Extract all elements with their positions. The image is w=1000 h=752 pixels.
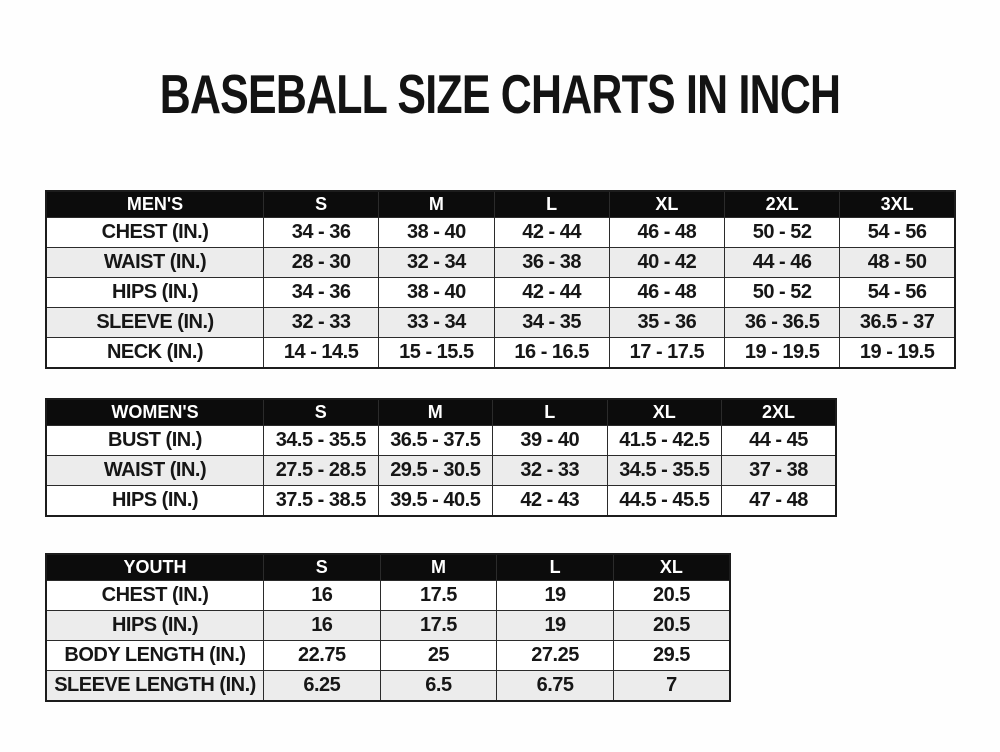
measurement-label: WAIST (IN.) bbox=[46, 248, 264, 278]
header-row bbox=[46, 399, 836, 426]
page-title: BASEBALL SIZE CHARTS IN INCH bbox=[159, 63, 841, 125]
size-value: 32 - 33 bbox=[493, 456, 608, 486]
size-column-header: L bbox=[493, 399, 608, 426]
size-value: 42 - 44 bbox=[494, 278, 609, 308]
table-row bbox=[46, 308, 955, 338]
size-value: 27.5 - 28.5 bbox=[264, 456, 379, 486]
table-row bbox=[46, 218, 955, 248]
size-column-header: S bbox=[264, 191, 379, 218]
size-value: 14 - 14.5 bbox=[264, 338, 379, 369]
size-value: 40 - 42 bbox=[609, 248, 724, 278]
table-row bbox=[46, 581, 730, 611]
size-value: 25 bbox=[380, 641, 497, 671]
size-value: 6.75 bbox=[497, 671, 614, 702]
mens-size-table bbox=[45, 190, 956, 369]
size-value: 47 - 48 bbox=[722, 486, 837, 517]
measurement-label: CHEST (IN.) bbox=[46, 581, 264, 611]
table-row bbox=[46, 456, 836, 486]
size-column-header: 2XL bbox=[722, 399, 837, 426]
size-column-header: M bbox=[380, 554, 497, 581]
size-value: 34.5 - 35.5 bbox=[607, 456, 722, 486]
size-column-header: M bbox=[379, 191, 494, 218]
size-value: 36.5 - 37.5 bbox=[378, 426, 493, 456]
womens-size-table bbox=[45, 398, 837, 517]
size-column-header: S bbox=[264, 554, 381, 581]
table-row bbox=[46, 641, 730, 671]
size-value: 44.5 - 45.5 bbox=[607, 486, 722, 517]
measurement-label: BUST (IN.) bbox=[46, 426, 264, 456]
size-value: 6.5 bbox=[380, 671, 497, 702]
size-value: 17.5 bbox=[380, 581, 497, 611]
size-value: 50 - 52 bbox=[725, 278, 840, 308]
size-value: 6.25 bbox=[264, 671, 381, 702]
size-value: 20.5 bbox=[613, 611, 730, 641]
size-value: 28 - 30 bbox=[264, 248, 379, 278]
size-column-header: L bbox=[497, 554, 614, 581]
size-value: 36 - 36.5 bbox=[725, 308, 840, 338]
size-value: 34 - 35 bbox=[494, 308, 609, 338]
size-column-header: L bbox=[494, 191, 609, 218]
table-row bbox=[46, 338, 955, 369]
size-value: 29.5 bbox=[613, 641, 730, 671]
size-value: 19 - 19.5 bbox=[725, 338, 840, 369]
table-title-cell: YOUTH bbox=[46, 554, 264, 581]
size-value: 34 - 36 bbox=[264, 218, 379, 248]
size-value: 37.5 - 38.5 bbox=[264, 486, 379, 517]
youth-size-table bbox=[45, 553, 731, 702]
header-row bbox=[46, 554, 730, 581]
size-column-header: XL bbox=[613, 554, 730, 581]
measurement-label: HIPS (IN.) bbox=[46, 486, 264, 517]
size-value: 46 - 48 bbox=[609, 278, 724, 308]
size-value: 15 - 15.5 bbox=[379, 338, 494, 369]
size-value: 34 - 36 bbox=[264, 278, 379, 308]
measurement-label: HIPS (IN.) bbox=[46, 611, 264, 641]
size-value: 42 - 44 bbox=[494, 218, 609, 248]
size-value: 20.5 bbox=[613, 581, 730, 611]
table-row bbox=[46, 248, 955, 278]
size-value: 39.5 - 40.5 bbox=[378, 486, 493, 517]
size-value: 32 - 33 bbox=[264, 308, 379, 338]
size-column-header: S bbox=[264, 399, 379, 426]
table-title-cell: WOMEN'S bbox=[46, 399, 264, 426]
size-value: 32 - 34 bbox=[379, 248, 494, 278]
table-row bbox=[46, 278, 955, 308]
size-value: 16 - 16.5 bbox=[494, 338, 609, 369]
size-value: 17 - 17.5 bbox=[609, 338, 724, 369]
size-value: 48 - 50 bbox=[840, 248, 955, 278]
size-column-header: M bbox=[378, 399, 493, 426]
size-value: 36.5 - 37 bbox=[840, 308, 955, 338]
size-column-header: 3XL bbox=[840, 191, 955, 218]
measurement-label: NECK (IN.) bbox=[46, 338, 264, 369]
size-value: 42 - 43 bbox=[493, 486, 608, 517]
size-column-header: 2XL bbox=[725, 191, 840, 218]
measurement-label: SLEEVE (IN.) bbox=[46, 308, 264, 338]
size-value: 38 - 40 bbox=[379, 218, 494, 248]
table-row bbox=[46, 486, 836, 517]
size-value: 19 - 19.5 bbox=[840, 338, 955, 369]
size-value: 44 - 45 bbox=[722, 426, 837, 456]
size-value: 22.75 bbox=[264, 641, 381, 671]
size-value: 16 bbox=[264, 581, 381, 611]
table-row bbox=[46, 671, 730, 702]
size-value: 44 - 46 bbox=[725, 248, 840, 278]
size-value: 38 - 40 bbox=[379, 278, 494, 308]
size-value: 50 - 52 bbox=[725, 218, 840, 248]
size-value: 41.5 - 42.5 bbox=[607, 426, 722, 456]
table-row bbox=[46, 611, 730, 641]
table-title-cell: MEN'S bbox=[46, 191, 264, 218]
size-value: 54 - 56 bbox=[840, 218, 955, 248]
size-value: 54 - 56 bbox=[840, 278, 955, 308]
size-value: 16 bbox=[264, 611, 381, 641]
size-column-header: XL bbox=[609, 191, 724, 218]
size-value: 46 - 48 bbox=[609, 218, 724, 248]
size-value: 27.25 bbox=[497, 641, 614, 671]
measurement-label: WAIST (IN.) bbox=[46, 456, 264, 486]
size-value: 37 - 38 bbox=[722, 456, 837, 486]
size-value: 34.5 - 35.5 bbox=[264, 426, 379, 456]
size-value: 29.5 - 30.5 bbox=[378, 456, 493, 486]
size-value: 35 - 36 bbox=[609, 308, 724, 338]
measurement-label: SLEEVE LENGTH (IN.) bbox=[46, 671, 264, 702]
measurement-label: HIPS (IN.) bbox=[46, 278, 264, 308]
size-column-header: XL bbox=[607, 399, 722, 426]
size-value: 7 bbox=[613, 671, 730, 702]
measurement-label: BODY LENGTH (IN.) bbox=[46, 641, 264, 671]
header-row bbox=[46, 191, 955, 218]
size-value: 36 - 38 bbox=[494, 248, 609, 278]
size-value: 19 bbox=[497, 581, 614, 611]
measurement-label: CHEST (IN.) bbox=[46, 218, 264, 248]
size-value: 17.5 bbox=[380, 611, 497, 641]
size-value: 19 bbox=[497, 611, 614, 641]
size-value: 39 - 40 bbox=[493, 426, 608, 456]
table-row bbox=[46, 426, 836, 456]
size-value: 33 - 34 bbox=[379, 308, 494, 338]
